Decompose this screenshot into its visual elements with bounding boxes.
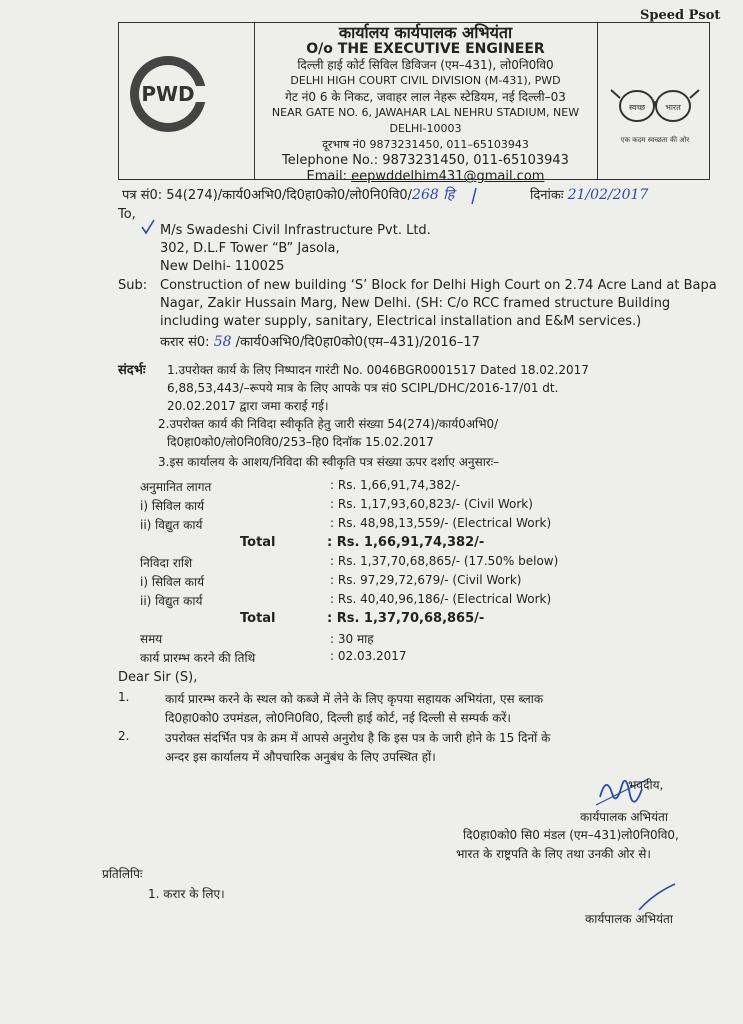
copy-designation: कार्यपालक अभियंता [585, 912, 673, 926]
handwritten-letter-number: 268 हि [412, 187, 455, 203]
agreement-number: करार सं0: 58 /कार्य0अभि0/दि0हा0को0(एम–431)/2016–17 [160, 334, 480, 350]
signatory-on-behalf: भारत के राष्ट्रपति के लिए तथा उनकी ओर से। [456, 847, 651, 861]
office-hindi-title: कार्यालय कार्यपालक अभियंता [338, 23, 513, 42]
copy-item: 1. करार के लिए। [148, 887, 225, 901]
reference-item: 3.इस कार्यालय के आशय/निविदा की स्वीकृति पत्र संख्या ऊपर दर्शाए अनुसारः– [158, 455, 500, 469]
subject-line: including water supply, sanitary, Electrical installation and E&M services.) [160, 314, 642, 329]
reference-item: 6,88,53,443/–रूपये मात्र के लिए आपके पत्र सं0 SCIPL/DHC/2016-17/01 dt. [167, 381, 559, 395]
cost-row: कार्य प्रारम्भ करने की तिथि : 02.03.2017 [140, 649, 407, 665]
letter-date: दिनांकः 21/02/2017 [530, 187, 649, 203]
yours-faithfully: भवदीय, [628, 778, 664, 792]
body-paragraph: अन्दर इस कार्यालय में औपचारिक अनुबंध के लिए उपस्थित हों। [165, 750, 436, 764]
to-label: To, [118, 207, 136, 222]
reference-item: दि0हा0को0/लो0नि0वि0/253–हि0 दिनॉक 15.02.2017 [167, 435, 434, 449]
cost-row: i) सिविल कार्य : Rs. 97,29,72,679/- (Civil Work) [140, 573, 522, 589]
address-hindi: गेट नं0 6 के निकट, जवाहर लाल नेहरू स्टेडियम, नई दिल्ली–03 [285, 90, 566, 104]
reference-item: 20.02.2017 द्वारा जमा कराई गई। [167, 399, 329, 413]
svg-text:भारत: भारत [665, 103, 681, 112]
cost-total-row: Total : Rs. 1,37,70,68,865/- [240, 611, 485, 626]
svg-text:PWD: PWD [141, 82, 195, 106]
subject-line: Nagar, Zakir Hussain Marg, New Delhi. (SH: C/o RCC framed structure Building [160, 296, 671, 311]
office-english-title: O/o THE EXECUTIVE ENGINEER [306, 41, 545, 57]
cost-row: i) सिविल कार्य : Rs. 1,17,93,60,823/- (Civil Work) [140, 497, 533, 513]
handwritten-slash-icon [470, 187, 478, 205]
division-hindi: दिल्ली हाई कोर्ट सिविल डिविजन (एम–431), लो0नि0वि0 [297, 58, 554, 72]
copy-to-label: प्रतिलिपिः [102, 867, 143, 881]
cost-row: ii) विद्युत कार्य : Rs. 48,98,13,559/- (Electrical Work) [140, 516, 552, 532]
division-english: DELHI HIGH COURT CIVIL DIVISION (M-431), PWD [290, 74, 561, 87]
cost-total-row: Total : Rs. 1,66,91,74,382/- [240, 535, 485, 550]
email-line: Email: eepwddelhim431@gmail.com [306, 169, 545, 184]
reference-item: 2.उपरोक्त कार्य की निविदा स्वीकृति हेतु जारी संख्या 54(274)/कार्य0अभि0/ [158, 417, 499, 431]
handwritten-date: 21/02/2017 [567, 187, 649, 203]
swachh-bharat-icon [607, 78, 703, 158]
letterhead-text [254, 23, 597, 185]
tick-mark-icon [140, 218, 156, 236]
subject-line: Construction of new building ‘S’ Block for Delhi High Court on 2.74 Acre Land at Bapa [160, 278, 717, 293]
pwd-logo-icon [127, 53, 209, 135]
phone-hindi: दूरभाष नं0 9873231450, 011–65103943 [322, 138, 529, 151]
point-number: 2. [118, 729, 130, 743]
handwritten-agreement-number: 58 [213, 334, 232, 350]
email-link[interactable]: eepwddelhim431@gmail.com [351, 169, 545, 184]
body-paragraph: कार्य प्रारम्भ करने के स्थल को कब्जे में लेने के लिए कृपया सहायक अभियंता, एस ब्लाक [165, 692, 544, 706]
references-label: संदर्भः [118, 363, 146, 378]
cost-table [140, 478, 590, 668]
addressee-company: M/s Swadeshi Civil Infrastructure Pvt. Ltd. [160, 223, 431, 238]
salutation: Dear Sir (S), [118, 670, 198, 685]
cost-row: ii) विद्युत कार्य : Rs. 40,40,96,186/- (Electrical Work) [140, 592, 552, 608]
cost-row: समय : 30 माह [140, 632, 374, 646]
body-paragraph: उपरोक्त संदर्भित पत्र के क्रम में आपसे अनुरोध है कि इस पत्र के जारी होने के 15 दिनों के [165, 731, 551, 745]
letter-reference: पत्र सं0: 54(274)/कार्य0अभि0/दि0हा0को0/लो0नि0वि0/268 हि [122, 187, 455, 203]
cost-row: अनुमानित लागत : Rs. 1,66,91,74,382/- [140, 478, 461, 494]
corner-note: Speed Psot [640, 8, 721, 23]
telephone: Telephone No.: 9873231450, 011-65103943 [282, 153, 569, 168]
signatory-division: दि0हा0को0 सि0 मंडल (एम–431)लो0नि0वि0, [463, 828, 679, 842]
svg-text:एक कदम स्वच्छता की ओर: एक कदम स्वच्छता की ओर [620, 136, 690, 144]
addressee-address: 302, D.L.F Tower “B” Jasola, [160, 241, 340, 256]
letterhead [118, 22, 710, 184]
addressee-city: New Delhi- 110025 [160, 259, 285, 274]
subject-label: Sub: [118, 278, 148, 293]
address-english: NEAR GATE NO. 6, JAWAHAR LAL NEHRU STADIUM, NEW DELHI-10003 [271, 106, 580, 135]
body-paragraph: दि0हा0को0 उपमंडल, लो0नि0वि0, दिल्ली हाई कोर्ट, नई दिल्ली से सम्पर्क करें। [165, 711, 511, 725]
cost-row: निविदा राशि : Rs. 1,37,70,68,865/- (17.50% below) [140, 554, 559, 570]
signatory-designation: कार्यपालक अभियंता [580, 810, 668, 824]
point-number: 1. [118, 690, 130, 704]
initials-icon [635, 880, 679, 914]
svg-text:स्वच्छ: स्वच्छ [628, 103, 646, 112]
reference-item: 1.उपरोक्त कार्य के लिए निष्पादन गारंटी No. 0046BGR0001517 Dated 18.02.2017 [167, 363, 589, 377]
